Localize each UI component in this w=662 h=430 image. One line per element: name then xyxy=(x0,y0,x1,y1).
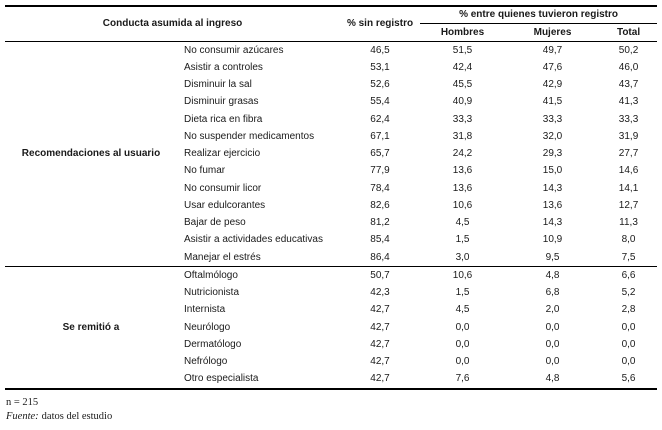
mujeres-cell: 0,0 xyxy=(545,338,560,350)
mujeres-cell: 32,0 xyxy=(542,130,563,142)
item-cell: Bajar de peso xyxy=(184,217,246,229)
total-cell: 14,6 xyxy=(618,165,639,177)
header-mujeres: Mujeres xyxy=(505,24,600,42)
total-cell: 12,7 xyxy=(618,199,639,211)
mujeres-cell: 33,3 xyxy=(542,113,563,125)
hombres-cell: 7,6 xyxy=(455,373,470,385)
group-label: Recomendaciones al usuario xyxy=(21,148,161,160)
item-cell: Realizar ejercicio xyxy=(184,148,261,160)
total-cell: 31,9 xyxy=(618,130,639,142)
item-cell: No consumir licor xyxy=(184,182,262,194)
sin-registro-cell: 53,1 xyxy=(370,61,390,73)
table-row xyxy=(5,42,657,60)
hombres-cell: 4,5 xyxy=(455,217,470,229)
hombres-cell: 24,2 xyxy=(452,148,473,160)
item-cell: Oftalmólogo xyxy=(177,267,340,285)
item-cell: Neurólogo xyxy=(184,321,231,333)
hombres-cell: 13,6 xyxy=(452,165,473,177)
hombres-cell: 1,5 xyxy=(455,234,470,246)
total-cell: 6,6 xyxy=(600,267,657,285)
sin-registro-cell: 86,4 xyxy=(370,251,390,263)
item-cell: No fumar xyxy=(184,165,226,177)
hombres-cell: 10,6 xyxy=(420,267,505,285)
hombres-cell: 0,0 xyxy=(455,356,470,368)
sin-registro-cell: 42,7 xyxy=(370,304,390,316)
item-cell: Dermatólogo xyxy=(184,338,242,350)
mujeres-cell: 14,3 xyxy=(542,182,563,194)
mujeres-cell: 0,0 xyxy=(545,356,560,368)
hombres-cell: 10,6 xyxy=(452,199,473,211)
mujeres-cell: 13,6 xyxy=(542,199,563,211)
sin-registro-cell: 42,7 xyxy=(370,373,390,385)
total-cell: 27,7 xyxy=(618,148,639,160)
hombres-cell: 45,5 xyxy=(452,79,473,91)
sin-registro-cell: 52,6 xyxy=(370,79,390,91)
mujeres-cell: 2,0 xyxy=(545,304,560,316)
mujeres-cell: 41,5 xyxy=(542,96,563,108)
sin-registro-cell: 46,5 xyxy=(370,44,390,56)
mujeres-cell: 4,8 xyxy=(545,373,560,385)
source-note xyxy=(6,410,662,424)
hombres-cell: 31,8 xyxy=(452,130,473,142)
sin-registro-cell: 81,2 xyxy=(370,217,390,229)
hombres-cell: 0,0 xyxy=(455,321,470,333)
sin-registro-cell: 42,7 xyxy=(370,321,390,333)
mujeres-cell: 47,6 xyxy=(542,61,563,73)
item-cell: Otro especialista xyxy=(184,373,259,385)
total-cell: 8,0 xyxy=(621,234,636,246)
table-header xyxy=(5,6,657,42)
total-cell: 0,0 xyxy=(621,356,636,368)
sin-registro-cell: 78,4 xyxy=(370,182,390,194)
source-text: datos del estudio xyxy=(41,411,113,422)
hombres-cell: 4,5 xyxy=(455,304,470,316)
item-cell: Asistir a actividades educativas xyxy=(184,234,323,246)
sin-registro-cell: 42,7 xyxy=(370,356,390,368)
table-footnotes xyxy=(6,396,662,424)
total-cell: 7,5 xyxy=(621,251,636,263)
sin-registro-cell: 82,6 xyxy=(370,199,390,211)
item-cell: Nefrólogo xyxy=(184,356,228,368)
mujeres-cell: 9,5 xyxy=(545,251,560,263)
mujeres-cell: 10,9 xyxy=(542,234,563,246)
table-body xyxy=(5,42,657,390)
mujeres-cell: 15,0 xyxy=(542,165,563,177)
hombres-cell: 42,4 xyxy=(452,61,473,73)
hombres-cell: 3,0 xyxy=(455,251,470,263)
sin-registro-cell: 50,7 xyxy=(340,267,420,285)
header-sin-registro: % sin registro xyxy=(340,6,420,42)
total-cell: 46,0 xyxy=(618,61,639,73)
item-cell: Asistir a controles xyxy=(184,61,263,73)
sin-registro-cell: 67,1 xyxy=(370,130,390,142)
hombres-cell: 33,3 xyxy=(452,113,473,125)
total-cell: 5,6 xyxy=(621,373,636,385)
header-conducta-asumida: Conducta asumida al ingreso xyxy=(5,6,340,42)
sin-registro-cell: 42,7 xyxy=(370,338,390,350)
total-cell: 5,2 xyxy=(621,287,636,299)
item-cell: Manejar el estrés xyxy=(184,251,261,263)
item-cell: Usar edulcorantes xyxy=(184,199,266,211)
total-cell: 33,3 xyxy=(618,113,639,125)
total-cell: 41,3 xyxy=(618,96,639,108)
mujeres-cell: 0,0 xyxy=(545,321,560,333)
sin-registro-cell: 65,7 xyxy=(370,148,390,160)
sin-registro-cell: 77,9 xyxy=(370,165,390,177)
total-cell: 14,1 xyxy=(618,182,639,194)
item-cell: No suspender medicamentos xyxy=(184,130,315,142)
sin-registro-cell: 85,4 xyxy=(370,234,390,246)
mujeres-cell: 42,9 xyxy=(542,79,563,91)
hombres-cell: 40,9 xyxy=(452,96,473,108)
hombres-cell: 51,5 xyxy=(452,44,473,56)
total-cell: 50,2 xyxy=(618,44,639,56)
item-cell: Dieta rica en fibra xyxy=(184,113,263,125)
mujeres-cell: 4,8 xyxy=(505,267,600,285)
mujeres-cell: 6,8 xyxy=(545,287,560,299)
table-row xyxy=(5,267,657,285)
item-cell: Internista xyxy=(184,304,226,316)
mujeres-cell: 29,3 xyxy=(542,148,563,160)
header-total: Total xyxy=(600,24,657,42)
item-cell: Nutricionista xyxy=(184,287,240,299)
header-registro-group: % entre quienes tuvieron registro xyxy=(420,6,657,24)
item-cell: Disminuir grasas xyxy=(184,96,259,108)
item-cell: Disminuir la sal xyxy=(184,79,252,91)
item-cell: No consumir azúcares xyxy=(184,44,284,56)
total-cell: 0,0 xyxy=(621,321,636,333)
mujeres-cell: 14,3 xyxy=(542,217,563,229)
total-cell: 0,0 xyxy=(621,338,636,350)
sin-registro-cell: 42,3 xyxy=(370,287,390,299)
total-cell: 11,3 xyxy=(619,217,638,229)
hombres-cell: 0,0 xyxy=(455,338,470,350)
mujeres-cell: 49,7 xyxy=(542,44,563,56)
sample-size-note: n = 215 xyxy=(6,397,39,408)
header-hombres: Hombres xyxy=(420,24,505,42)
total-cell: 43,7 xyxy=(618,79,639,91)
hombres-cell: 1,5 xyxy=(455,287,470,299)
group-label: Se remitió a xyxy=(5,267,177,389)
sin-registro-cell: 62,4 xyxy=(370,113,390,125)
source-label: Fuente: xyxy=(6,411,39,422)
total-cell: 2,8 xyxy=(621,304,636,316)
sin-registro-cell: 55,4 xyxy=(370,96,390,108)
study-table xyxy=(5,5,657,390)
hombres-cell: 13,6 xyxy=(452,182,473,194)
